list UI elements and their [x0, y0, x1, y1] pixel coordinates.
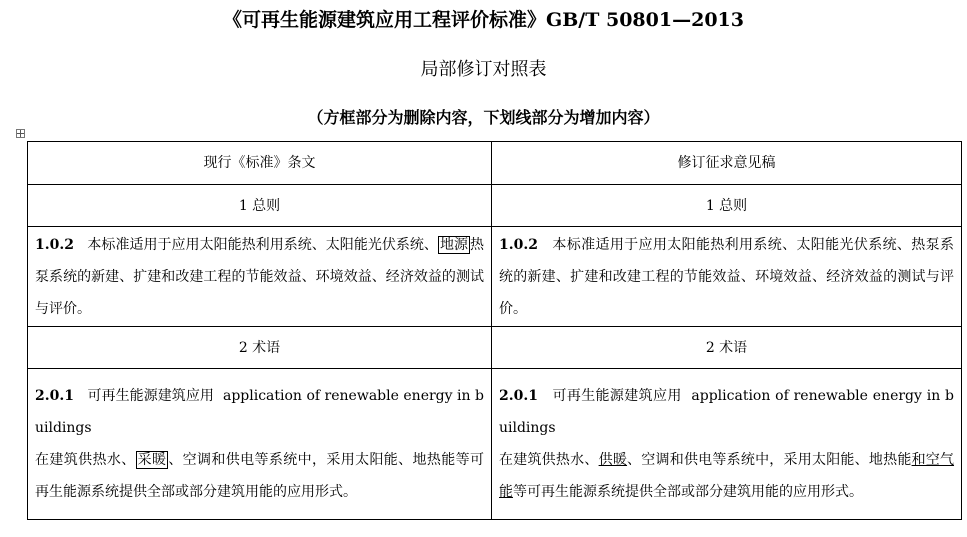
revision-note: （方框部分为删除内容，下划线部分为增加内容） — [307, 108, 660, 127]
clause-text: 在建筑供热水、 — [35, 452, 136, 468]
section-heading-left: 2 术语 — [28, 327, 492, 369]
section-row-terms — [28, 327, 962, 369]
inserted-text: 供暖 — [598, 452, 628, 468]
clause-number: 2.0.1 — [499, 388, 538, 404]
clause-text: 等可再生能源系统提供全部或部分建筑用能的应用形式。 — [513, 484, 863, 500]
table-header-row — [28, 142, 962, 185]
inserted-text: 和空气能 — [499, 452, 955, 500]
clause-text: 本标准适用于应用太阳能热利用系统、太阳能光伏系统、热泵系统的新建、扩建和改建工程的节能效益、环境效益、经济效益的测试与评价。 — [499, 236, 954, 317]
clause-number: 2.0.1 — [35, 388, 74, 404]
clause-text: 在建筑供热水、 — [499, 452, 599, 468]
term-name: 可再生能源建筑应用 — [87, 388, 214, 404]
section-heading-left: 1 总则 — [28, 185, 492, 227]
clause-revised-1-0-2 — [492, 227, 962, 327]
clause-text: 本标准适用于应用太阳能热利用系统、太阳能光伏系统、 — [87, 236, 438, 253]
header-revision-draft: 修订征求意见稿 — [492, 142, 962, 185]
clause-row-2-0-1 — [28, 369, 962, 520]
deleted-text: 地源 — [439, 236, 468, 253]
document-subtitle: 局部修订对照表 — [420, 59, 547, 80]
section-heading-right: 1 总则 — [492, 185, 962, 227]
term-name: 可再生能源建筑应用 — [552, 388, 682, 404]
clause-text: 、空调和供电等系统中，采用太阳能、地热能 — [627, 452, 912, 468]
table-move-handle-icon[interactable] — [16, 129, 25, 138]
clause-current-1-0-2 — [28, 227, 492, 327]
clause-current-2-0-1 — [28, 369, 492, 520]
section-heading-right: 2 术语 — [492, 327, 962, 369]
header-current-standard: 现行《标准》条文 — [28, 142, 492, 185]
clause-text: 热泵系统的新建、扩建和改建工程的节能效益、环境效益、经济效益的测试与评价。 — [35, 236, 484, 317]
deleted-text: 采暖 — [137, 452, 167, 468]
clause-row-1-0-2 — [28, 227, 962, 327]
revision-comparison-table — [27, 141, 962, 520]
term-english: application of renewable energy in buildings — [35, 388, 485, 436]
term-english: application of renewable energy in buildings — [499, 388, 955, 436]
clause-revised-2-0-1 — [492, 369, 962, 520]
clause-text: 、空调和供电等系统中，采用太阳能、地热能等可再生能源系统提供全部或部分建筑用能的应用形式。 — [35, 452, 485, 500]
clause-number: 1.0.2 — [499, 236, 538, 253]
document-title: 《可再生能源建筑应用工程评价标准》GB/T 50801—2013 — [223, 9, 744, 31]
clause-number: 1.0.2 — [35, 236, 74, 253]
section-row-general — [28, 185, 962, 227]
